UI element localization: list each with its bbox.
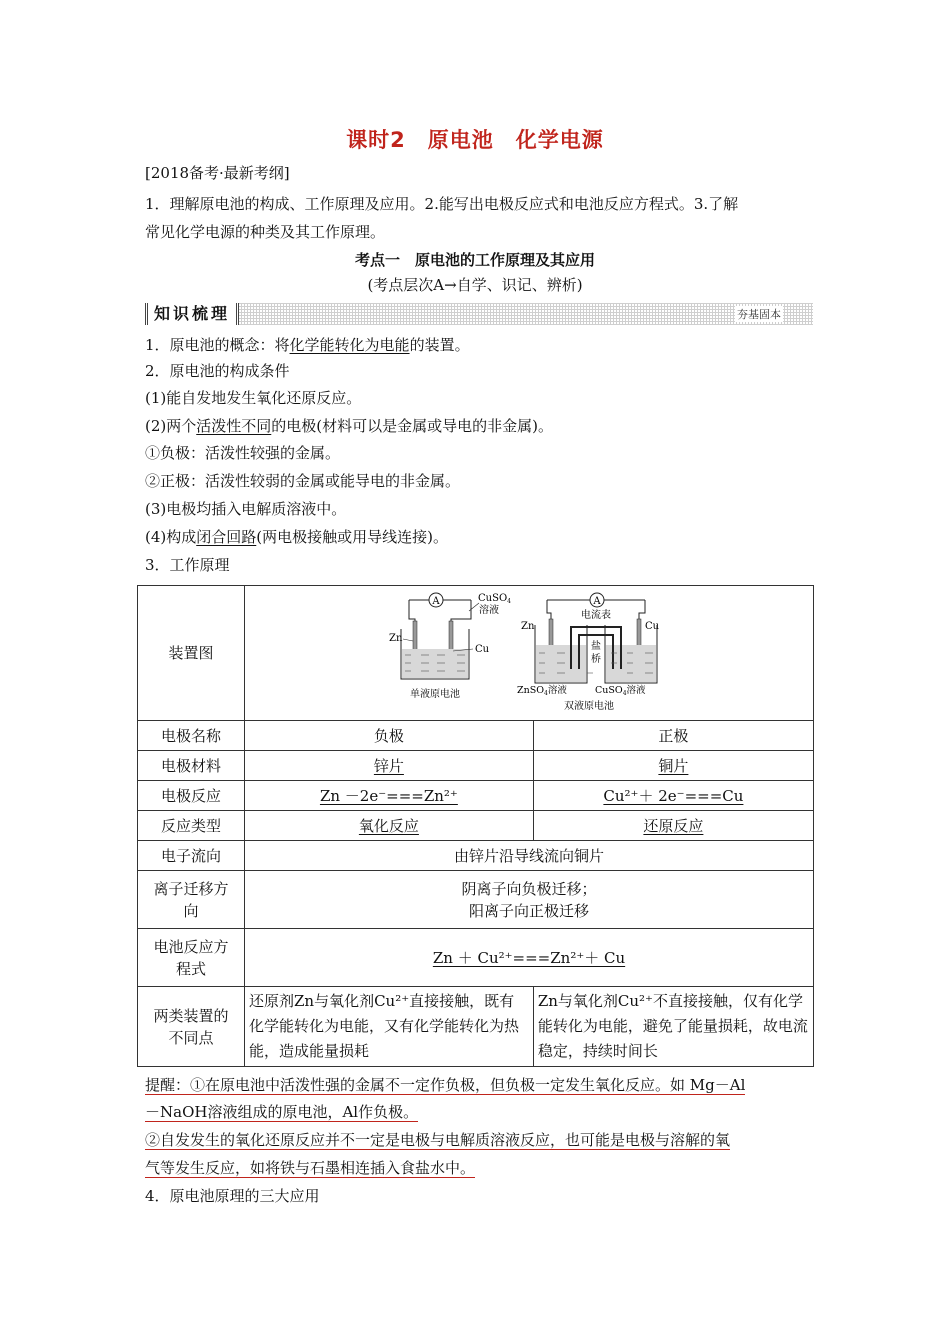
positive-reaction: Cu²⁺＋ 2e⁻===Cu <box>533 781 813 811</box>
svg-text:A: A <box>593 596 601 607</box>
svg-text:Cu: Cu <box>475 644 490 655</box>
cell-diagram <box>389 589 669 717</box>
tip-line-3: ②自发发生的氧化还原反应并不一定是电极与电解质溶液反应，也可能是电极与溶解的氧 <box>145 1131 731 1149</box>
tip-line-4: 气等发生反应，如将铁与石墨相连插入食盐水中。 <box>145 1159 476 1177</box>
row-electron-flow-label: 电子流向 <box>138 841 245 871</box>
item-5: ①负极：活泼性较强的金属。 <box>145 444 341 462</box>
item-4: (2)两个活泼性不同的电极(材料可以是金属或导电的非金属)。 <box>145 417 553 435</box>
positive-reaction-type: 还原反应 <box>533 811 813 841</box>
row-reaction-type-label: 反应类型 <box>138 811 245 841</box>
row-electrode-name-label: 电极名称 <box>138 721 245 751</box>
item-1: 1．原电池的概念：将化学能转化为电能的装置。 <box>145 336 470 354</box>
point-title: 考点一 原电池的工作原理及其应用 <box>354 251 595 269</box>
exam-tag: [2018备考·最新考纲] <box>145 164 290 182</box>
electron-flow: 由锌片沿导线流向铜片 <box>245 841 814 871</box>
positive-material: 铜片 <box>533 751 813 781</box>
ion-migration: 阴离子向负极迁移； 阳离子向正极迁移 <box>245 871 814 929</box>
svg-text:ZnSO4溶液: ZnSO$_4$溶液 <box>517 685 567 697</box>
section-label: 知识梳理 <box>145 303 239 325</box>
device-diagram-cell <box>245 586 814 721</box>
row-device-label: 装置图 <box>138 586 245 721</box>
item-9: 3．工作原理 <box>145 556 230 574</box>
tip-line-1: 提醒：①在原电池中活泼性强的金属不一定作负极，但负极一定发生氧化反应。如 Mg－Al <box>145 1076 746 1094</box>
page-title: 课时2 原电池 化学电源 <box>346 128 604 152</box>
row-electrode-material-label: 电极材料 <box>138 751 245 781</box>
row-electrode-reaction-label: 电极反应 <box>138 781 245 811</box>
svg-text:单液原电池: 单液原电池 <box>410 689 460 700</box>
item-3: (1)能自发地发生氧化还原反应。 <box>145 389 362 407</box>
svg-text:双液原电池: 双液原电池 <box>564 701 614 712</box>
double-cell-diagram <box>517 593 660 712</box>
svg-text:溶液: 溶液 <box>479 605 499 616</box>
svg-text:Zn: Zn <box>521 621 535 632</box>
svg-text:Zn: Zn <box>389 633 403 644</box>
row-cell-equation-label: 电池反应方 程式 <box>138 929 245 987</box>
negative-material: 锌片 <box>245 751 534 781</box>
cell-equation: Zn ＋ Cu²⁺===Zn²⁺＋ Cu <box>245 929 814 987</box>
item-8: (4)构成闭合回路(两电极接触或用导线连接)。 <box>145 528 448 546</box>
section-right-label: 夯基固本 <box>737 308 781 321</box>
single-cell-diagram <box>389 593 511 700</box>
negative-reaction-type: 氧化反应 <box>245 811 534 841</box>
svg-text:电流表: 电流表 <box>581 610 611 621</box>
svg-text:CuSO4: CuSO$_4$ <box>478 593 511 605</box>
item-10: 4．原电池原理的三大应用 <box>145 1187 320 1205</box>
principle-table <box>137 585 814 1067</box>
svg-text:桥: 桥 <box>591 654 601 665</box>
double-cell-difference: Zn与氧化剂Cu²⁺不直接接触，仅有化学能转化为电能，避免了能量损耗，故电流稳定，持续时间长 <box>533 987 813 1067</box>
svg-text:A: A <box>432 596 440 607</box>
positive-electrode: 正极 <box>533 721 813 751</box>
single-cell-difference: 还原剂Zn与氧化剂Cu²⁺直接接触，既有化学能转化为电能，又有化学能转化为热能，造成能量损耗 <box>245 987 534 1067</box>
negative-electrode: 负极 <box>245 721 534 751</box>
svg-text:盐: 盐 <box>591 641 601 652</box>
item-7: (3)电极均插入电解质溶液中。 <box>145 500 347 518</box>
section-bar <box>145 303 813 325</box>
negative-reaction: Zn －2e⁻===Zn²⁺ <box>245 781 534 811</box>
row-ion-migration-label: 离子迁移方 向 <box>138 871 245 929</box>
row-difference-label: 两类装置的 不同点 <box>138 987 245 1067</box>
svg-text:CuSO4溶液: CuSO$_4$溶液 <box>595 685 646 697</box>
tip-line-2: －NaOH溶液组成的原电池，Al作负极。 <box>145 1103 419 1121</box>
outline-line-2: 常见化学电源的种类及其工作原理。 <box>145 223 386 241</box>
outline-line-1: 1．理解原电池的构成、工作原理及应用。2.能写出电极反应式和电池反应方程式。3.了解 <box>145 195 739 213</box>
point-subtitle: (考点层次A→自学、识记、辨析) <box>367 276 583 294</box>
svg-text:Cu: Cu <box>645 621 660 632</box>
item-2: 2．原电池的构成条件 <box>145 362 290 380</box>
item-6: ②正极：活泼性较弱的金属或能导电的非金属。 <box>145 472 461 490</box>
